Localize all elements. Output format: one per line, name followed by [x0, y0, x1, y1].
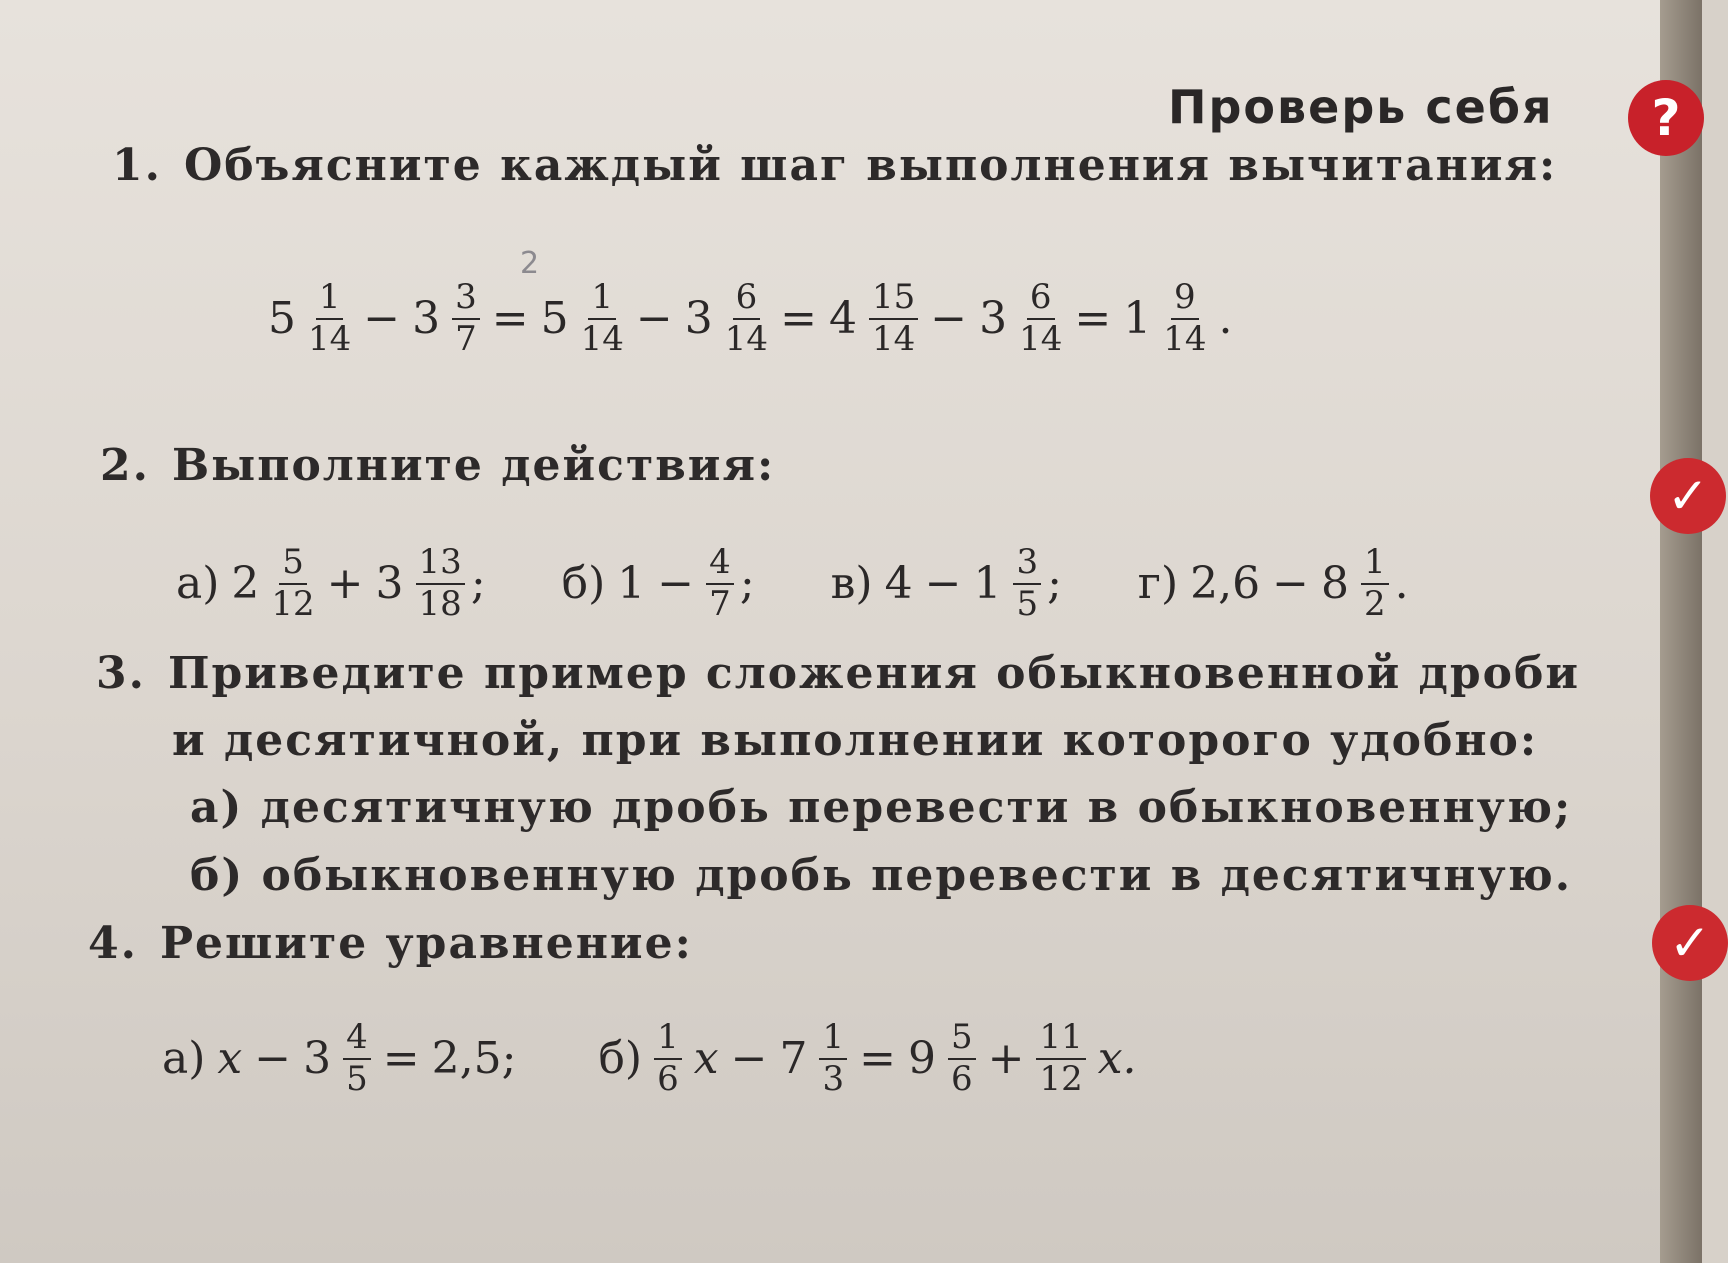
checkmark-icon: ✓	[1652, 905, 1728, 981]
whole-part: 1	[617, 558, 646, 610]
minus-sign: −	[924, 558, 962, 610]
task-4-heading	[88, 918, 693, 969]
whole-part: 1	[1123, 293, 1152, 345]
whole-part: 3	[375, 558, 404, 610]
decimal-number: 2,6	[1190, 558, 1261, 610]
equals-sign: =	[382, 1033, 420, 1085]
whole-part: 3	[979, 293, 1008, 345]
whole-part: 4	[884, 558, 913, 610]
semicolon: ;	[470, 558, 486, 610]
whole-part: 3	[303, 1033, 332, 1085]
variable: x	[217, 1033, 243, 1085]
whole-part: 4	[828, 293, 857, 345]
task-text: Решите уравнение:	[159, 918, 693, 969]
task-1-heading	[112, 140, 1557, 191]
equals-sign: =	[859, 1033, 896, 1085]
handwritten-note: 2	[520, 246, 540, 281]
task-text: Приведите пример сложения обыкновенной дроби	[167, 648, 1580, 699]
whole-part: 8	[1321, 558, 1349, 610]
minus-sign: −	[657, 558, 695, 610]
minus-sign: −	[930, 293, 968, 345]
task-number: 2.	[100, 440, 150, 491]
fraction: $\frac{1}{3}$	[819, 1020, 847, 1097]
fraction: $\frac{1}{2}$	[1361, 545, 1389, 622]
task-4-equations	[156, 1017, 1143, 1099]
item-label: а)	[176, 558, 220, 610]
fraction: $\frac{5}{6}$	[948, 1020, 976, 1097]
plus-sign: +	[326, 558, 364, 610]
task-3-option-a: а) десятичную дробь перевести в обыкновенную;	[190, 782, 1573, 833]
whole-part: 5	[268, 293, 296, 345]
item-label: б)	[598, 1033, 643, 1085]
fraction: $\frac{9}{14}$	[1163, 277, 1207, 359]
task-3-option-b: б) обыкновенную дробь перевести в десятичную.	[190, 850, 1573, 901]
fraction: $\frac{5}{12}$	[271, 542, 315, 624]
whole-part: 5	[540, 293, 569, 345]
fraction: $\frac{1}{6}$	[654, 1020, 682, 1097]
item-label: б)	[561, 558, 606, 610]
task-text: Выполните действия:	[171, 440, 776, 491]
checkmark-icon: ✓	[1650, 458, 1726, 534]
task-number: 3.	[96, 648, 146, 699]
variable: x.	[1097, 1033, 1137, 1085]
task-3-line-2: и десятичной, при выполнении которого удобно:	[172, 715, 1539, 766]
fraction: $\frac{15}{14}$	[869, 280, 918, 357]
minus-sign: −	[363, 293, 401, 345]
minus-sign: −	[730, 1033, 768, 1085]
whole-part: 3	[684, 293, 713, 345]
item-label: г)	[1137, 558, 1179, 610]
task-number: 1.	[112, 140, 162, 191]
equals-sign: =	[1074, 293, 1112, 345]
task-number: 4.	[88, 918, 138, 969]
section-title: Проверь себя	[1168, 80, 1554, 134]
minus-sign: −	[254, 1033, 292, 1085]
fraction: $\frac{1}{14}$	[308, 277, 352, 359]
fraction: $\frac{6}{14}$	[1019, 277, 1063, 359]
fraction: $\frac{6}{14}$	[724, 277, 769, 359]
page-edge	[1660, 0, 1702, 1263]
question-icon: ?	[1628, 80, 1704, 156]
whole-part: 9	[907, 1033, 936, 1085]
task-2-heading	[100, 440, 775, 491]
plus-sign: +	[987, 1033, 1025, 1085]
whole-part: 3	[412, 293, 441, 345]
fraction: $\frac{3}{7}$	[452, 280, 480, 357]
period: .	[1394, 558, 1409, 610]
semicolon: ;	[739, 558, 755, 610]
equals-sign: =	[780, 293, 817, 345]
minus-sign: −	[635, 293, 673, 345]
semicolon: ;	[1047, 558, 1062, 610]
fraction: $\frac{11}{12}$	[1036, 1020, 1085, 1097]
minus-sign: −	[1272, 558, 1309, 610]
variable: x	[693, 1033, 719, 1085]
task-2-items	[170, 542, 1409, 624]
fraction: $\frac{1}{14}$	[580, 277, 624, 359]
equals-sign: =	[491, 293, 529, 345]
item-label: а)	[162, 1033, 206, 1085]
task-1-expression	[262, 277, 1238, 359]
whole-part: 2	[231, 558, 260, 610]
period: .	[1218, 293, 1233, 345]
fraction: $\frac{3}{5}$	[1013, 545, 1041, 622]
whole-part: 7	[779, 1033, 808, 1085]
task-text: Объясните каждый шаг выполнения вычитания:	[183, 140, 1558, 191]
task-3-heading	[96, 648, 1580, 699]
fraction: $\frac{4}{5}$	[343, 1020, 371, 1097]
whole-part: 1	[973, 558, 1002, 610]
fraction: $\frac{4}{7}$	[706, 545, 734, 622]
right-hand-side: 2,5;	[431, 1033, 517, 1085]
fraction: $\frac{13}{18}$	[416, 545, 465, 622]
item-label: в)	[830, 558, 873, 610]
